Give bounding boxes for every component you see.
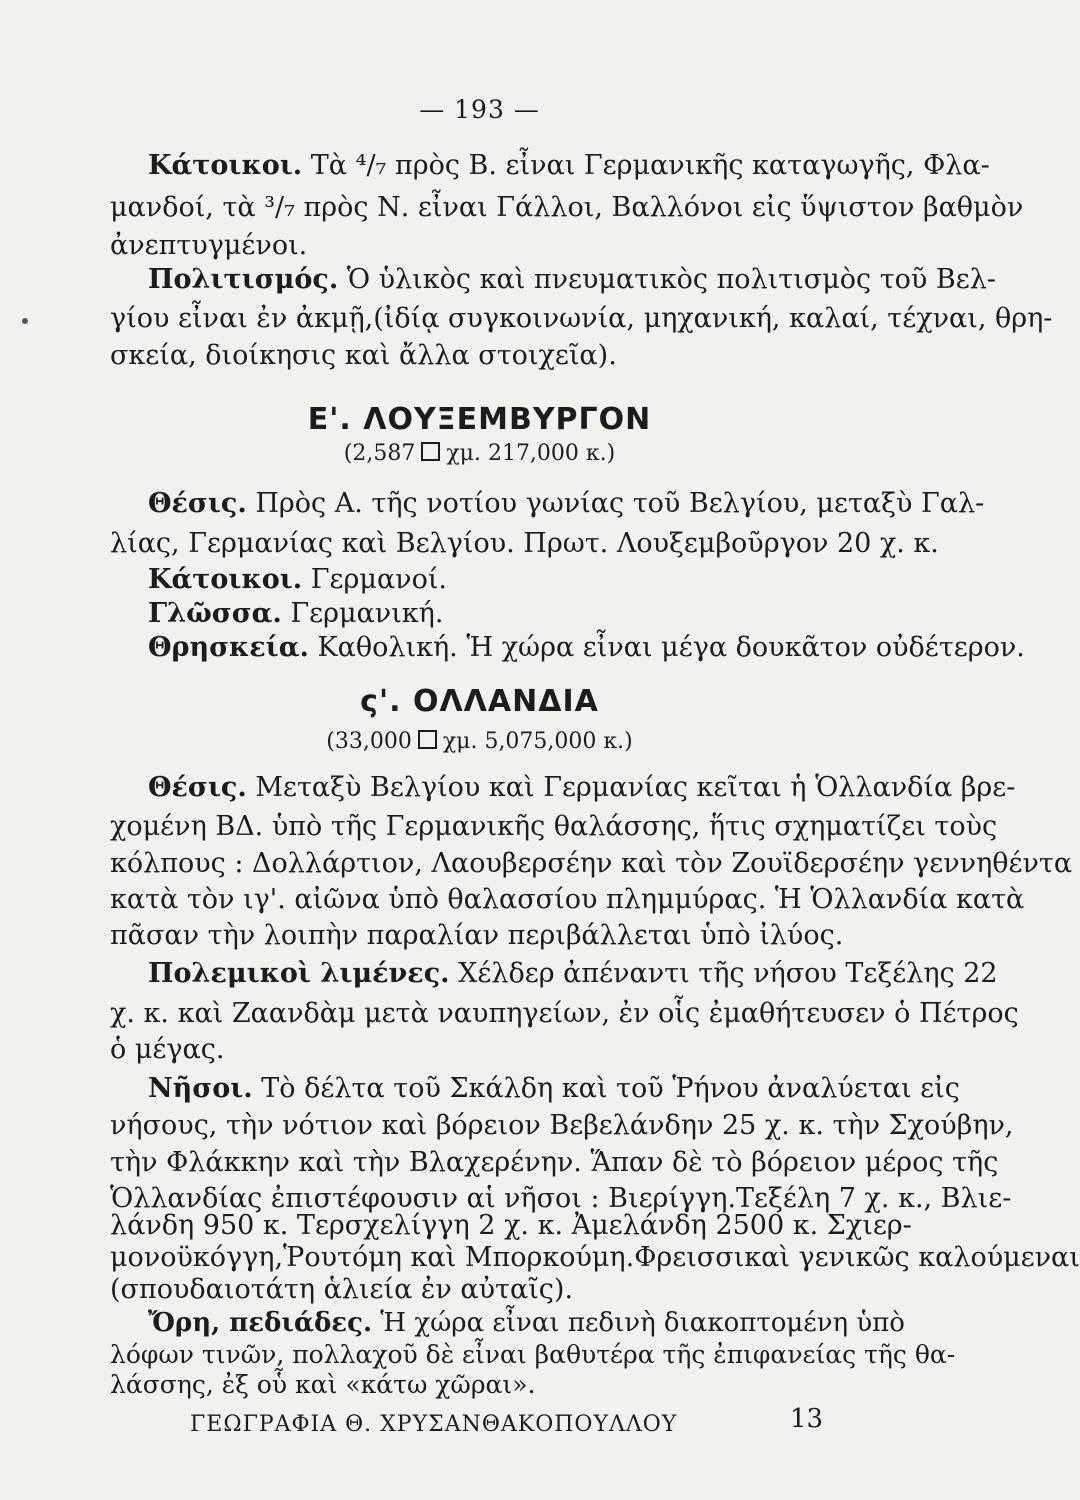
area-value: (33,000 bbox=[326, 729, 412, 754]
paragraph-politismos bbox=[148, 266, 996, 293]
paragraph-ori bbox=[148, 1310, 905, 1336]
text-line: Τὰ ⁴/₇ πρὸς Β. εἶναι Γερμανικῆς καταγωγῆς, Φλα- bbox=[310, 150, 990, 181]
square-symbol-icon bbox=[421, 442, 440, 461]
text-line: Τὸ δέλτα τοῦ Σκάλδη καὶ τοῦ Ῥήνου ἀναλύεται εἰς bbox=[261, 1073, 960, 1104]
term-glossa: Γλῶσσα. bbox=[148, 598, 282, 629]
sheet-number: 13 bbox=[790, 1404, 824, 1434]
paragraph-thesis-nl bbox=[148, 774, 1015, 801]
term-nisoi: Νῆσοι. bbox=[148, 1073, 253, 1104]
text-line: Πρὸς Α. τῆς νοτίου γωνίας τοῦ Βελγίου, μεταξὺ Γαλ- bbox=[255, 488, 985, 519]
term-ori: Ὄρη, πεδιάδες. bbox=[148, 1308, 372, 1338]
text-line: χ. κ. καὶ Ζαανδὰμ μετὰ ναυπηγείων, ἐν οἷς ἐμαθήτευσεν ὁ Πέτρος bbox=[110, 998, 1019, 1029]
paragraph-katoikoi-lux bbox=[148, 566, 447, 593]
term-katoikoi: Κάτοικοι. bbox=[148, 564, 303, 595]
text-line: τὴν Φλάκκην καὶ τὴν Βλαχερένην. Ἅπαν δὲ τὸ βόρειον μέρος τῆς bbox=[110, 1147, 999, 1178]
text-line: λάνδη 950 κ. Τερσχελίγγη 2 χ. κ. Ἀμελάνδη 2500 κ. Σχιερ- bbox=[110, 1210, 912, 1241]
text-line: χομένη ΒΔ. ὑπὸ τῆς Γερμανικῆς θαλάσσης, ἥτις σχηματίζει τοὺς bbox=[110, 811, 998, 842]
text-line: Μεταξὺ Βελγίου καὶ Γερμανίας κεῖται ἡ Ὁλλανδία βρε- bbox=[255, 772, 1016, 803]
text-line: μονοϋκόγγη,Ῥουτόμη καὶ Μπορκούμη.Φρεισσικαὶ γενικῶς καλούμεναι bbox=[110, 1242, 1080, 1273]
paragraph-katoikoi bbox=[148, 152, 990, 179]
text-line: νήσους, τὴν νότιον καὶ βόρειον Βεβελάνδην 25 χ. κ. τὴν Σχούβην, bbox=[110, 1110, 1014, 1141]
section-heading-luxembourg: Ε'. ΛΟΥΞΕΜΒΥΡΓΟΝ bbox=[307, 402, 652, 437]
text-line: λίας, Γερμανίας καὶ Βελγίου. Πρωτ. Λουξεμβοῦργον 20 χ. κ. bbox=[110, 528, 939, 559]
text-line: λόφων τινῶν, πολλαχοῦ δὲ εἶναι βαθυτέρα τῆς ἐπιφανείας τῆς θα- bbox=[110, 1340, 956, 1369]
footer-title: ΓΕΩΓΡΑΦΙΑ Θ. ΧΡΥΣΑΝΘΑΚΟΠΟΥΛΛΟΥ bbox=[190, 1412, 678, 1437]
paragraph-glossa-lux bbox=[148, 600, 443, 627]
text-line: μανδοί, τὰ ³/₇ πρὸς Ν. εἶναι Γάλλοι, Βαλλόνοι εἰς ὕψιστον βαθμὸν bbox=[110, 192, 1024, 223]
text-line: πᾶσαν τὴν λοιπὴν παραλίαν περιβάλλεται ὑπὸ ἰλύος. bbox=[110, 920, 844, 951]
population-value: χμ. 217,000 κ.) bbox=[446, 441, 616, 466]
paragraph-nisoi bbox=[148, 1075, 960, 1102]
text-line: Χέλδερ ἀπέναντι τῆς νήσου Τεξέλης 22 bbox=[458, 958, 998, 989]
text-line: ἀνεπτυγμένοι. bbox=[110, 230, 308, 261]
text-line: γίου εἶναι ἐν ἀκμῇ,(ἰδίᾳ συγκοινωνία, μηχανική, καλαί, τέχναι, θρη- bbox=[110, 303, 1053, 334]
term-thesis: Θέσις. bbox=[148, 772, 247, 803]
term-politismos: Πολιτισμός. bbox=[148, 264, 339, 295]
text-line: Ἡ χώρα εἶναι πεδινὴ διακοπτομένη ὑπὸ bbox=[380, 1308, 905, 1338]
area-population-netherlands bbox=[0, 729, 959, 754]
text-line: Γερμανική. bbox=[290, 598, 444, 629]
term-thriskeia: Θρησκεία. bbox=[148, 632, 309, 663]
term-limenes: Πολεμικοὶ λιμένες. bbox=[148, 958, 450, 989]
population-value: χμ. 5,075,000 κ.) bbox=[442, 729, 633, 754]
text-line: ὁ μέγας. bbox=[110, 1034, 225, 1065]
text-line: Ὁλλανδίας ἐπιστέφουσιν αἱ νῆσοι : Βιερίγγη.Τεξέλη 7 χ. κ., Βλιε- bbox=[110, 1183, 1012, 1214]
square-symbol-icon bbox=[418, 730, 437, 749]
text-line: λάσσης, ἐξ οὗ καὶ «κάτω χῶραι». bbox=[110, 1370, 536, 1399]
section-heading-netherlands: ς'. ΟΛΛΑΝΔΙΑ bbox=[360, 684, 599, 719]
paragraph-thesis-lux bbox=[148, 490, 984, 517]
text-line: κατὰ τὸν ιγ'. αἰῶνα ὑπὸ θαλασσίου πλημμύρας. Ἡ Ὁλλανδία κατὰ bbox=[110, 884, 1025, 915]
term-thesis: Θέσις. bbox=[148, 488, 247, 519]
text-line: (σπουδαιοτάτη ἁλιεία ἐν αὐταῖς). bbox=[110, 1274, 574, 1305]
paragraph-thriskeia-lux bbox=[148, 634, 1025, 661]
page-number: — 193 — bbox=[419, 95, 540, 124]
text-line: Γερμανοί. bbox=[310, 564, 448, 595]
paper-speck bbox=[22, 318, 28, 324]
text-line: κόλπους : Δολλάρτιον, Λαουβερσέην καὶ τὸν Ζουϊδερσέην γεννηθέντα bbox=[110, 848, 1073, 879]
area-value: (2,587 bbox=[343, 441, 416, 466]
term-katoikoi: Κάτοικοι. bbox=[148, 150, 303, 181]
text-line: Καθολική. Ἡ χώρα εἶναι μέγα δουκᾶτον οὐδέτερον. bbox=[317, 632, 1025, 663]
paragraph-limenes bbox=[148, 960, 998, 987]
text-line: σκεία, διοίκησις καὶ ἄλλα στοιχεῖα). bbox=[110, 340, 617, 371]
text-line: Ὁ ὑλικὸς καὶ πνευματικὸς πολιτισμὸς τοῦ Βελ- bbox=[346, 264, 996, 295]
area-population-luxembourg bbox=[0, 441, 959, 466]
